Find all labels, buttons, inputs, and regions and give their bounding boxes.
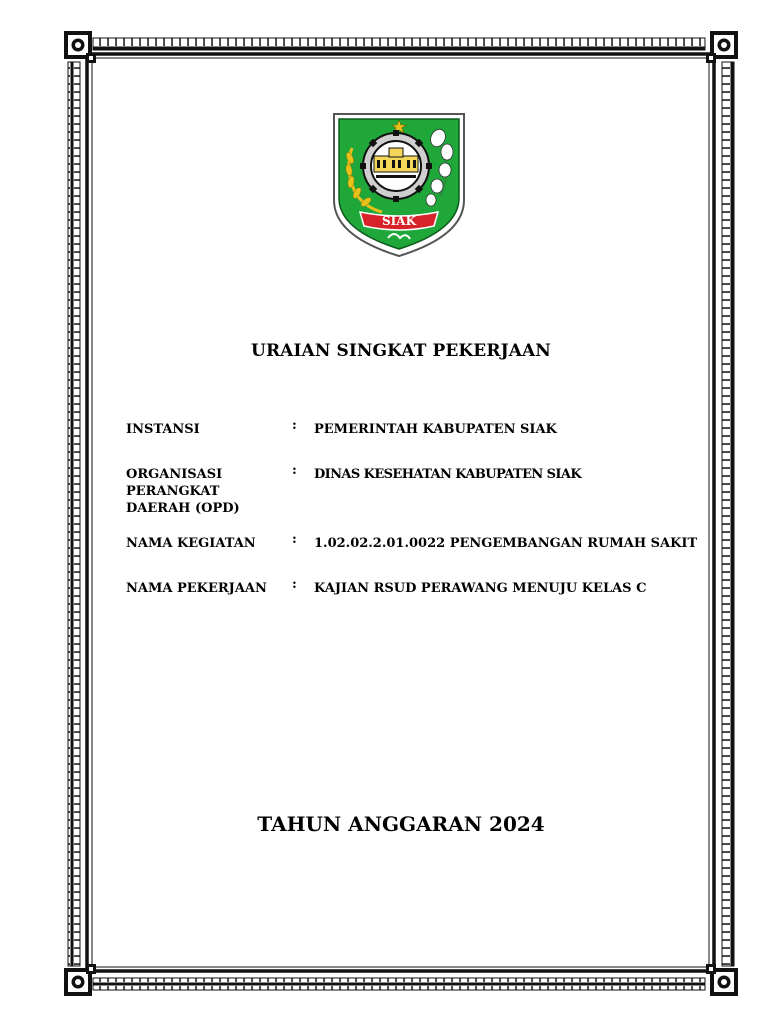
field-value: DINAS KESEHATAN KABUPATEN SIAK <box>314 467 582 482</box>
field-label: NAMA KEGIATAN <box>126 536 256 551</box>
field-colon: : <box>292 418 297 433</box>
field-value: PEMERINTAH KABUPATEN SIAK <box>314 422 557 437</box>
siak-regency-emblem <box>330 108 468 260</box>
field-colon: : <box>292 577 297 592</box>
field-value: KAJIAN RSUD PERAWANG MENUJU KELAS C <box>314 581 647 596</box>
budget-year-footer: TAHUN ANGGARAN 2024 <box>257 812 545 836</box>
field-value: 1.02.02.2.01.0022 PENGEMBANGAN RUMAH SAKIT <box>314 536 698 551</box>
field-label: ORGANISASI PERANGKAT DAERAH (OPD) <box>126 467 240 516</box>
emblem-banner-text: SIAK <box>381 214 417 228</box>
field-colon: : <box>292 463 297 478</box>
field-label: NAMA PEKERJAAN <box>126 581 267 596</box>
field-colon: : <box>292 532 297 547</box>
document-title: URAIAN SINGKAT PEKERJAAN <box>251 341 551 361</box>
field-label: INSTANSI <box>126 422 200 437</box>
